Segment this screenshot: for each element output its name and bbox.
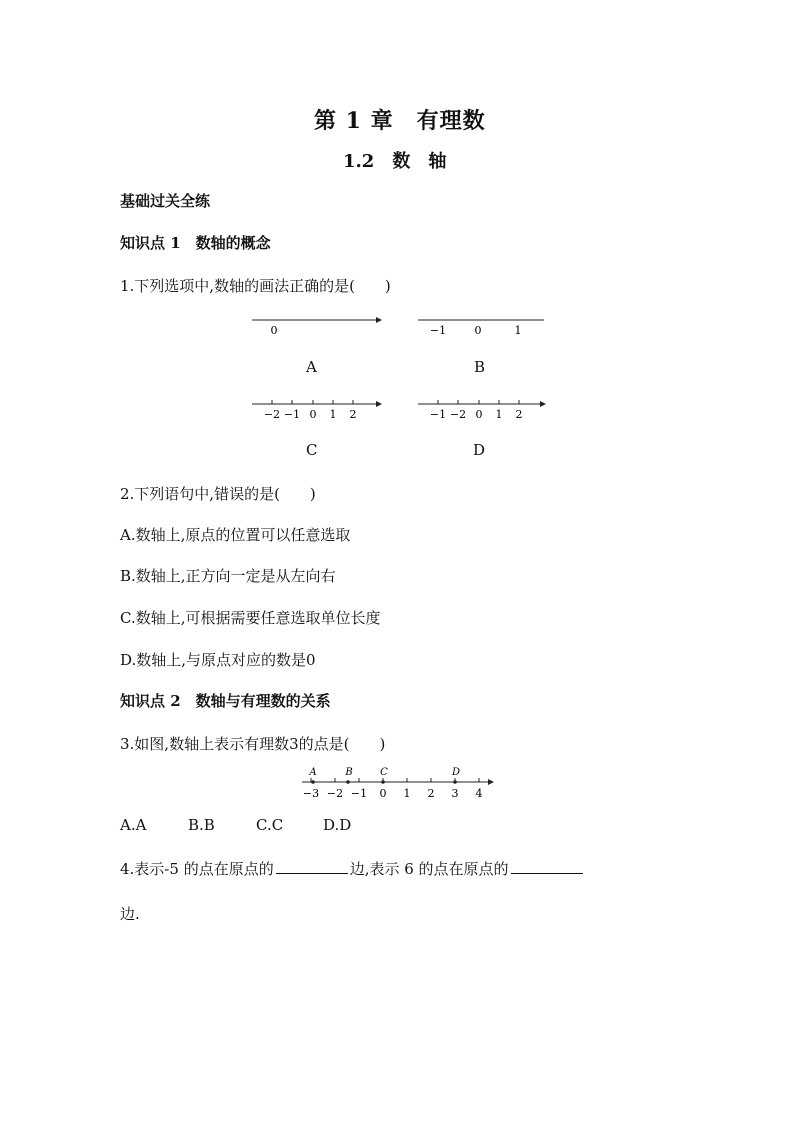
tick-label: 2 [427, 787, 435, 800]
tick-label: 0 [270, 324, 278, 337]
question-4-line-1 [120, 858, 585, 879]
point-a-label: A [309, 767, 317, 778]
tick-label: 0 [474, 324, 482, 337]
question-3-option-a: A.A [120, 816, 147, 834]
question-2-option-b: B.数轴上,正方向一定是从左向右 [120, 567, 336, 585]
question-2-option-d: D.数轴上,与原点对应的数是0 [120, 651, 316, 669]
option-d-label: D [473, 441, 486, 459]
option-a-label: A [306, 358, 317, 376]
question-3-option-b: B.B [188, 816, 215, 834]
question-4-part-3: 边. [120, 905, 140, 923]
tick-label: 1 [514, 324, 522, 337]
option-b-label: B [474, 358, 486, 376]
question-3-stem: 3.如图,数轴上表示有理数3的点是( ) [120, 735, 386, 753]
exercise-heading: 基础过关全练 [120, 192, 211, 210]
point-b-dot [346, 780, 350, 784]
option-c-number-line [252, 400, 382, 421]
question-2-option-a: A.数轴上,原点的位置可以任意选取 [120, 526, 351, 544]
tick-label: 2 [349, 408, 357, 421]
tick-label: −2 [326, 787, 344, 800]
point-d-label: D [451, 767, 461, 778]
point-c-dot [381, 780, 385, 784]
point-d-dot [453, 780, 457, 784]
tick-label: −1 [429, 324, 447, 337]
tick-label: 4 [475, 787, 483, 800]
knowledge-point-1: 知识点 1 数轴的概念 [120, 234, 271, 252]
section-title: 1.2 数 轴 [343, 151, 447, 172]
tick-label: 1 [403, 787, 411, 800]
option-d-number-line [418, 400, 546, 421]
question-1-stem: 1.下列选项中,数轴的画法正确的是( ) [120, 277, 391, 295]
question-2-option-c: C.数轴上,可根据需要任意选取单位长度 [120, 609, 381, 627]
point-b-label: B [345, 767, 353, 778]
point-a-dot [311, 780, 315, 784]
option-b-number-line [418, 320, 544, 337]
tick-label: −2 [449, 408, 467, 421]
question-4-part-1: 4.表示-5 的点在原点的 [120, 860, 274, 878]
tick-label: −2 [263, 408, 281, 421]
tick-label: −3 [302, 787, 320, 800]
tick-label: 1 [495, 408, 503, 421]
tick-label: 2 [515, 408, 523, 421]
tick-label: 0 [379, 787, 387, 800]
question-3-option-d: D.D [323, 816, 352, 834]
point-c-label: C [380, 767, 388, 778]
tick-label: 1 [329, 408, 337, 421]
tick-label: 0 [475, 408, 483, 421]
answer-blank-2[interactable] [511, 859, 583, 874]
q1-number-lines [0, 0, 794, 470]
tick-label: −1 [283, 408, 301, 421]
tick-label: −1 [350, 787, 368, 800]
tick-label: 0 [309, 408, 317, 421]
knowledge-point-2: 知识点 2 数轴与有理数的关系 [120, 692, 331, 710]
q3-number-line [296, 760, 500, 804]
tick-label: −1 [429, 408, 447, 421]
question-2-stem: 2.下列语句中,错误的是( ) [120, 485, 316, 503]
tick-label: 3 [451, 787, 459, 800]
question-3-option-c: C.C [256, 816, 284, 834]
answer-blank-1[interactable] [276, 859, 348, 874]
option-a-number-line [252, 317, 382, 337]
chapter-title: 第 1 章 有理数 [314, 108, 486, 134]
option-c-label: C [306, 441, 318, 459]
question-4-part-2: 边,表示 6 的点在原点的 [349, 860, 509, 878]
